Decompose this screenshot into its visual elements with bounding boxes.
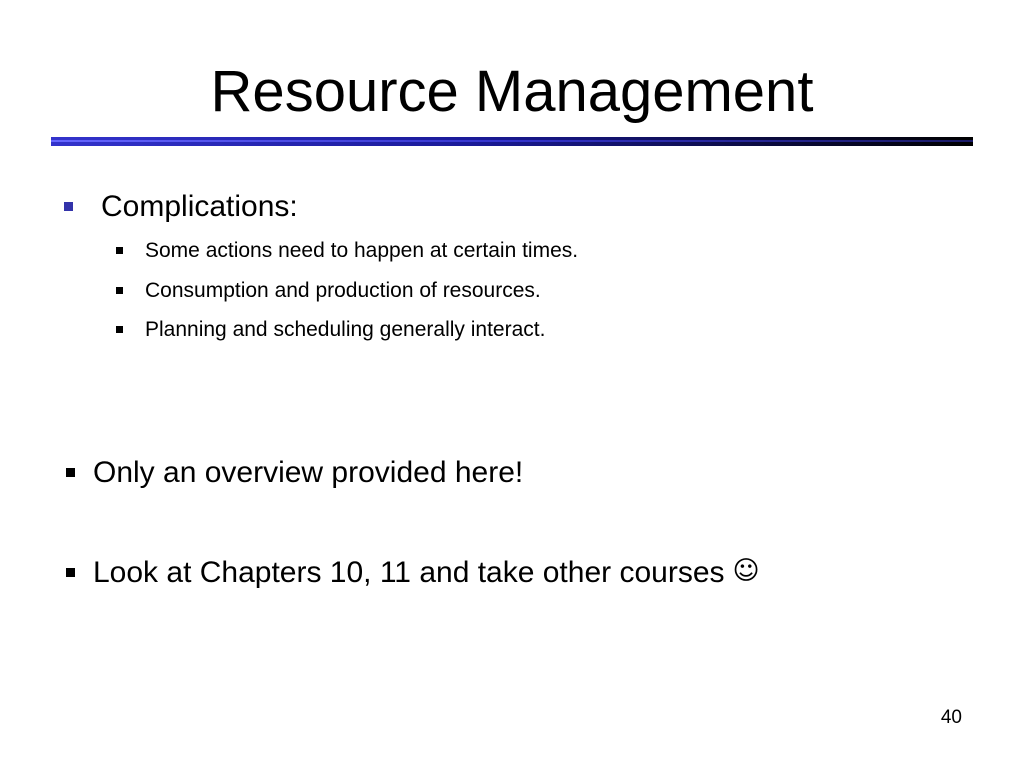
square-bullet-icon (64, 202, 73, 211)
page-number: 40 (940, 707, 962, 728)
sub-bullet-1 (116, 239, 578, 263)
sub-bullet-text: Planning and scheduling generally interact. (145, 318, 546, 341)
bullet-overview (66, 456, 523, 490)
slide-title: Resource Management (210, 59, 814, 124)
smiley-face-icon: ☺ (732, 556, 760, 586)
square-bullet-icon (116, 287, 123, 294)
sub-bullet-text: Consumption and production of resources. (145, 279, 541, 302)
sub-bullet-text: Some actions need to happen at certain times. (145, 239, 579, 262)
sub-bullet-2 (116, 279, 541, 303)
bullet-text: Complications: (101, 190, 298, 223)
square-bullet-icon (116, 326, 123, 333)
bullet-chapters (66, 556, 760, 590)
title-divider-highlight (51, 140, 973, 142)
square-bullet-icon (66, 468, 75, 477)
title-divider (51, 137, 973, 146)
square-bullet-icon (66, 568, 75, 577)
square-bullet-icon (116, 247, 123, 254)
bullet-complications (64, 190, 298, 224)
bullet-text: Only an overview provided here! (93, 456, 524, 489)
bullet-text: Look at Chapters 10, 11 and take other courses (93, 556, 725, 589)
sub-bullet-3 (116, 318, 545, 342)
